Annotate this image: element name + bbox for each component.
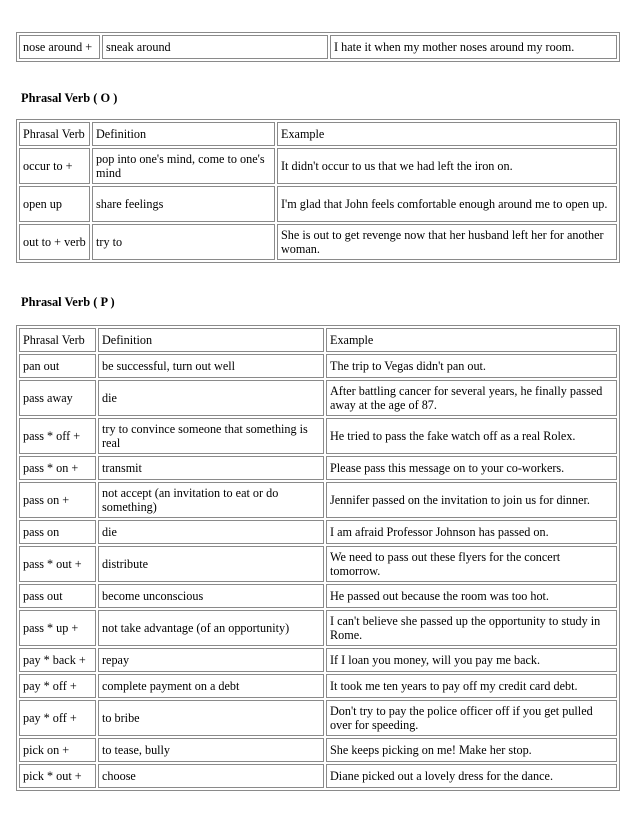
definition-cell: become unconscious xyxy=(98,584,324,608)
example-cell: Don't try to pay the police officer off if you get pulled over for speeding. xyxy=(326,700,617,736)
definition-cell: die xyxy=(98,520,324,544)
phrasal-verb-cell: nose around + xyxy=(19,35,100,59)
example-cell: After battling cancer for several years, he finally passed away at the age of 87. xyxy=(326,380,617,416)
definition-cell: distribute xyxy=(98,546,324,582)
definition-cell: pop into one's mind, come to one's mind xyxy=(92,148,275,184)
table-row xyxy=(19,224,617,260)
example-cell: I'm glad that John feels comfortable enough around me to open up. xyxy=(277,186,617,222)
example-cell: She is out to get revenge now that her husband left her for another woman. xyxy=(277,224,617,260)
phrasal-verb-cell: pass * up + xyxy=(19,610,96,646)
table-header-row xyxy=(19,122,617,146)
phrasal-verb-cell: out to + verb xyxy=(19,224,90,260)
definition-cell: to bribe xyxy=(98,700,324,736)
example-cell: She keeps picking on me! Make her stop. xyxy=(326,738,617,762)
column-header: Definition xyxy=(92,122,275,146)
table-row xyxy=(19,738,617,762)
phrasal-verb-cell: pass on + xyxy=(19,482,96,518)
example-cell: I can't believe she passed up the opportunity to study in Rome. xyxy=(326,610,617,646)
top-table-body xyxy=(19,35,617,59)
table-row xyxy=(19,35,617,59)
table-row xyxy=(19,520,617,544)
phrasal-verb-cell: occur to + xyxy=(19,148,90,184)
example-cell: Diane picked out a lovely dress for the dance. xyxy=(326,764,617,788)
table-row xyxy=(19,610,617,646)
column-header: Example xyxy=(326,328,617,352)
example-cell: We need to pass out these flyers for the concert tomorrow. xyxy=(326,546,617,582)
example-cell: He passed out because the room was too hot. xyxy=(326,584,617,608)
phrasal-verb-cell: pick on + xyxy=(19,738,96,762)
phrasal-verb-cell: open up xyxy=(19,186,90,222)
phrasal-verb-cell: pass out xyxy=(19,584,96,608)
table-p-body xyxy=(19,328,617,788)
phrasal-verb-cell: pass on xyxy=(19,520,96,544)
definition-cell: be successful, turn out well xyxy=(98,354,324,378)
example-cell: It took me ten years to pay off my credit card debt. xyxy=(326,674,617,698)
top-phrasal-verb-table xyxy=(16,32,620,62)
definition-cell: not take advantage (of an opportunity) xyxy=(98,610,324,646)
definition-cell: transmit xyxy=(98,456,324,480)
phrasal-verb-cell: pay * off + xyxy=(19,674,96,698)
phrasal-verb-table-p xyxy=(16,325,620,791)
definition-cell: die xyxy=(98,380,324,416)
phrasal-verb-cell: pass away xyxy=(19,380,96,416)
example-cell: Jennifer passed on the invitation to join us for dinner. xyxy=(326,482,617,518)
section-heading-p: Phrasal Verb ( P ) xyxy=(21,295,115,309)
section-heading-o: Phrasal Verb ( O ) xyxy=(21,91,118,105)
table-row xyxy=(19,456,617,480)
table-row xyxy=(19,418,617,454)
column-header: Phrasal Verb xyxy=(19,122,90,146)
table-row xyxy=(19,700,617,736)
table-row xyxy=(19,380,617,416)
table-row xyxy=(19,546,617,582)
example-cell: It didn't occur to us that we had left the iron on. xyxy=(277,148,617,184)
table-row xyxy=(19,482,617,518)
definition-cell: share feelings xyxy=(92,186,275,222)
example-cell: He tried to pass the fake watch off as a real Rolex. xyxy=(326,418,617,454)
column-header: Phrasal Verb xyxy=(19,328,96,352)
column-header: Definition xyxy=(98,328,324,352)
phrasal-verb-cell: pick * out + xyxy=(19,764,96,788)
table-o-body xyxy=(19,122,617,260)
example-cell: If I loan you money, will you pay me back. xyxy=(326,648,617,672)
definition-cell: try to xyxy=(92,224,275,260)
definition-cell: choose xyxy=(98,764,324,788)
definition-cell: repay xyxy=(98,648,324,672)
phrasal-verb-cell: pay * off + xyxy=(19,700,96,736)
phrasal-verb-cell: pay * back + xyxy=(19,648,96,672)
phrasal-verb-cell: pass * out + xyxy=(19,546,96,582)
phrasal-verb-table-o xyxy=(16,119,620,263)
definition-cell: complete payment on a debt xyxy=(98,674,324,698)
phrasal-verb-cell: pan out xyxy=(19,354,96,378)
table-row xyxy=(19,764,617,788)
phrasal-verb-cell: pass * off + xyxy=(19,418,96,454)
example-cell: Please pass this message on to your co-workers. xyxy=(326,456,617,480)
table-row xyxy=(19,148,617,184)
definition-cell: try to convince someone that something is real xyxy=(98,418,324,454)
table-row xyxy=(19,186,617,222)
table-row xyxy=(19,354,617,378)
definition-cell: sneak around xyxy=(102,35,328,59)
table-row xyxy=(19,584,617,608)
definition-cell: to tease, bully xyxy=(98,738,324,762)
example-cell: I am afraid Professor Johnson has passed on. xyxy=(326,520,617,544)
column-header: Example xyxy=(277,122,617,146)
table-row xyxy=(19,648,617,672)
example-cell: I hate it when my mother noses around my room. xyxy=(330,35,617,59)
table-header-row xyxy=(19,328,617,352)
table-row xyxy=(19,674,617,698)
example-cell: The trip to Vegas didn't pan out. xyxy=(326,354,617,378)
phrasal-verb-cell: pass * on + xyxy=(19,456,96,480)
definition-cell: not accept (an invitation to eat or do something) xyxy=(98,482,324,518)
